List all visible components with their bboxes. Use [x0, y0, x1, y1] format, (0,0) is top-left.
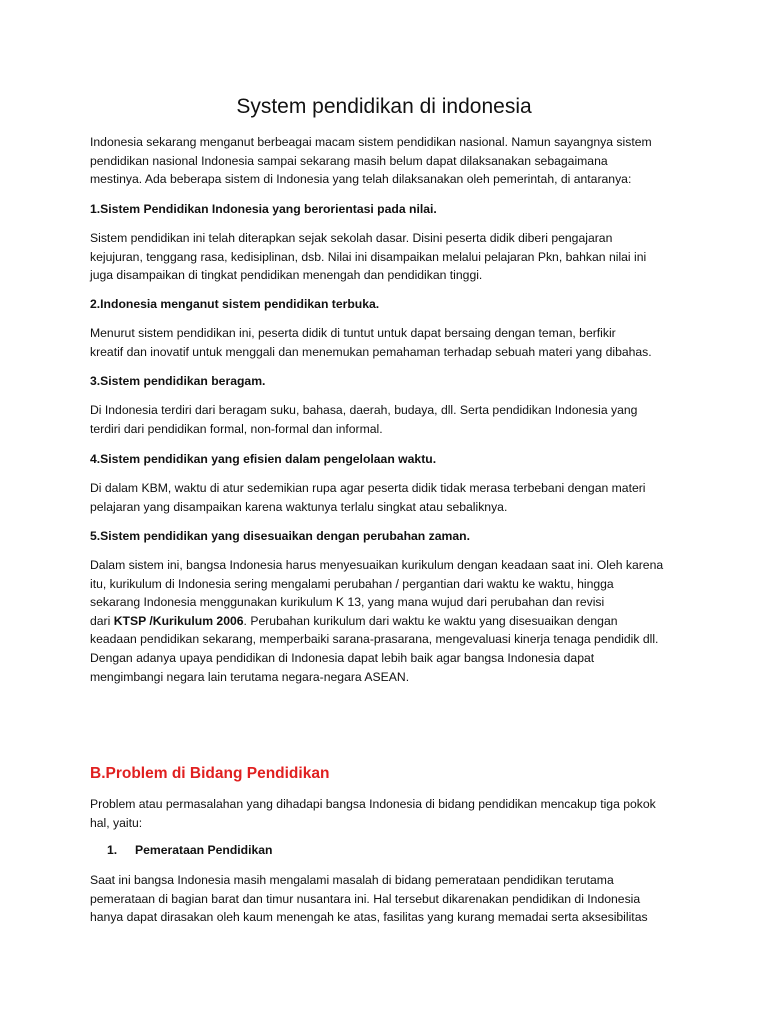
section-3-heading: 3.Sistem pendidikan beragam. [90, 374, 266, 388]
intro-paragraph [90, 133, 690, 189]
list-item-label: Pemerataan Pendidikan [135, 843, 273, 857]
text-line: kejujuran, tenggang rasa, kedisiplinan, dsb. Nilai ini disampaikan melalui pelajaran Pkn, bahkan nilai ini [90, 249, 647, 264]
section-b-heading: B.Problem di Bidang Pendidikan [90, 765, 330, 782]
text-line: sekarang Indonesia menggunakan kurikulum K 13, yang mana wujud dari perubahan dan revisi [90, 595, 605, 610]
text-line: Di Indonesia terdiri dari beragam suku, bahasa, daerah, budaya, dll. Serta pendidikan Indonesia yang [90, 403, 638, 417]
text-line: Dengan adanya upaya pendidikan di Indonesia dapat lebih baik agar bangsa Indonesia dapat [90, 650, 595, 665]
text-line: hal, yaitu: [90, 815, 143, 830]
section-4-heading: 4.Sistem pendidikan yang efisien dalam pengelolaan waktu. [90, 452, 437, 466]
text-line: pemerataan di bagian barat dan timur nusantara ini. Hal tersebut dikarenakan pendidikan di Indonesia [90, 891, 641, 906]
text-line: Sistem pendidikan ini telah diterapkan sejak sekolah dasar. Disini peserta didik diberi pengajaran [90, 231, 613, 245]
text-line: Di dalam KBM, waktu di atur sedemikian rupa agar peserta didik tidak merasa terbebani dengan materi [90, 481, 646, 495]
section-2-heading: 2.Indonesia menganut sistem pendidikan terbuka. [90, 297, 380, 311]
text-line: hanya dapat dirasakan oleh kaum menengah ke atas, fasilitas yang kurang memadai serta aksesibilitas [90, 910, 648, 925]
text-line: mengimbangi negara lain terutama negara-negara ASEAN. [90, 669, 410, 684]
text-line: Dalam sistem ini, bangsa Indonesia harus menyesuaikan kurikulum dengan keadaan saat ini. Oleh karena [90, 558, 664, 572]
text-line: terdiri dari pendidikan formal, non-formal dan informal. [90, 421, 383, 436]
text-line: Indonesia sekarang menganut berbeagai macam sistem pendidikan nasional. Namun sayangnya sistem [90, 135, 652, 149]
section-2-paragraph [90, 324, 690, 361]
text-line: mestinya. Ada beberapa sistem di Indonesia yang telah dilaksanakan oleh pemerintah, di antaranya: [90, 172, 632, 187]
text-line: Saat ini bangsa Indonesia masih mengalami masalah di bidang pemerataan pendidikan terutama [90, 873, 614, 887]
text-fragment: . Perubahan kurikulum dari waktu ke waktu yang disesuaikan dengan [243, 613, 618, 628]
text-line: Problem atau permasalahan yang dihadapi bangsa Indonesia di bidang pendidikan mencakup tiga pokok [90, 797, 656, 811]
list-item [107, 841, 273, 860]
list-number: 1. [107, 843, 118, 857]
document-title: System pendidikan di indonesia [236, 95, 532, 118]
text-line [90, 614, 618, 628]
section-5-heading: 5.Sistem pendidikan yang disesuaikan dengan perubahan zaman. [90, 529, 470, 543]
bold-fragment: KTSP /Kurikulum 2006 [113, 613, 244, 628]
section-5-paragraph [90, 556, 690, 686]
text-fragment: dari [90, 613, 114, 628]
section-4-paragraph [90, 479, 690, 516]
text-line: itu, kurikulum di Indonesia sering mengalami perubahan / pergantian dari waktu ke waktu, hingga [90, 576, 614, 591]
section-b-paragraph [90, 871, 690, 927]
text-line: keadaan pendidikan sekarang, memperbaiki sarana-prasarana, mengevaluasi kinerja tenaga pendidik dll. [90, 632, 659, 647]
text-line: pelajaran yang disampaikan karena waktunya terlalu singkat atau sebaliknya. [90, 499, 508, 514]
text-line: kreatif dan inovatif untuk menggali dan menemukan pemahaman terhadap sebuah materi yang dibahas. [90, 344, 652, 359]
text-line: pendidikan nasional Indonesia sampai sekarang masih belum dapat dilaksanakan sebagaimana [90, 153, 608, 168]
section-1-paragraph [90, 229, 690, 285]
section-3-paragraph [90, 401, 690, 438]
section-b-intro [90, 795, 690, 832]
text-line: juga disampaikan di tingkat pendidikan menengah dan pendidikan tinggi. [90, 268, 483, 283]
section-1-heading: 1.Sistem Pendidikan Indonesia yang berorientasi pada nilai. [90, 202, 437, 216]
text-line: Menurut sistem pendidikan ini, peserta didik di tuntut untuk dapat bersaing dengan teman, berfikir [90, 326, 616, 340]
